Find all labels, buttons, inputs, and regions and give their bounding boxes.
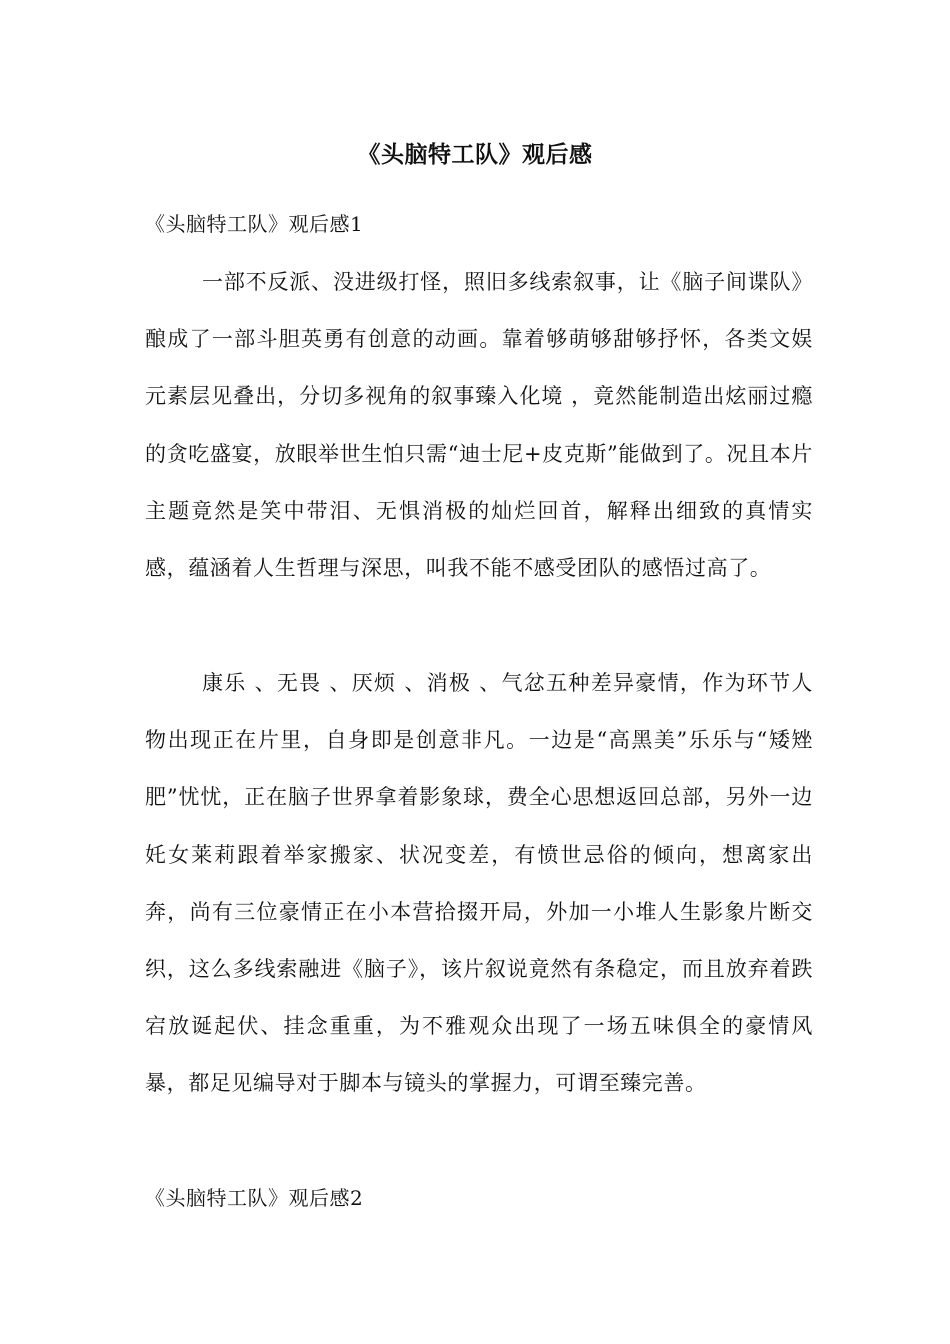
- section-heading-1: 《头脑特工队》观后感1: [145, 212, 364, 236]
- paragraph-1: 一部不反派、没进级打怪，照旧多线索叙事，让《脑子间谍队》酿成了一部斗胆英勇有创意的动画。靠着够萌够甜够抒怀，各类文娱元素层见叠出，分切多视角的叙事臻入化境 ，竟然能制造出炫丽过瘾的贪吃盛宴，放眼举世生怕只需“迪士尼+皮克斯”能做到了。况且本片主题竟然是笑中带泪、无惧消极的灿烂回首，解释出细致的真情实感，蕴涵着人生哲理与深思，叫我不能不感受团队的感悟过高了。: [145, 270, 813, 581]
- section-heading-2: 《头脑特工队》观后感2: [145, 1186, 364, 1210]
- document-title: 《头脑特工队》观后感: [357, 141, 593, 168]
- paragraph-2: 康乐 、无畏 、厌烦 、消极 、气忿五种差异豪情，作为环节人物出现正在片里，自身即是创意非凡。一边是“高黑美”乐乐与“矮矬肥”忧忧，正在脑子世界拿着影象球，费全心思想返回总部，另外一边奼女莱莉跟着举家搬家、状况变差，有愤世忌俗的倾向，想离家出奔，尚有三位豪情正在小本营拾掇开局，外加一小堆人生影象片断交织，这么多线索融进《脑子》，该片叙说竟然有条稳定，而且放弃着跌宕放诞起伏、挂念重重，为不雅观众出现了一场五味俱全的豪情风暴，都足见编导对于脚本与镜头的掌握力，可谓至臻完善。: [145, 671, 813, 1096]
